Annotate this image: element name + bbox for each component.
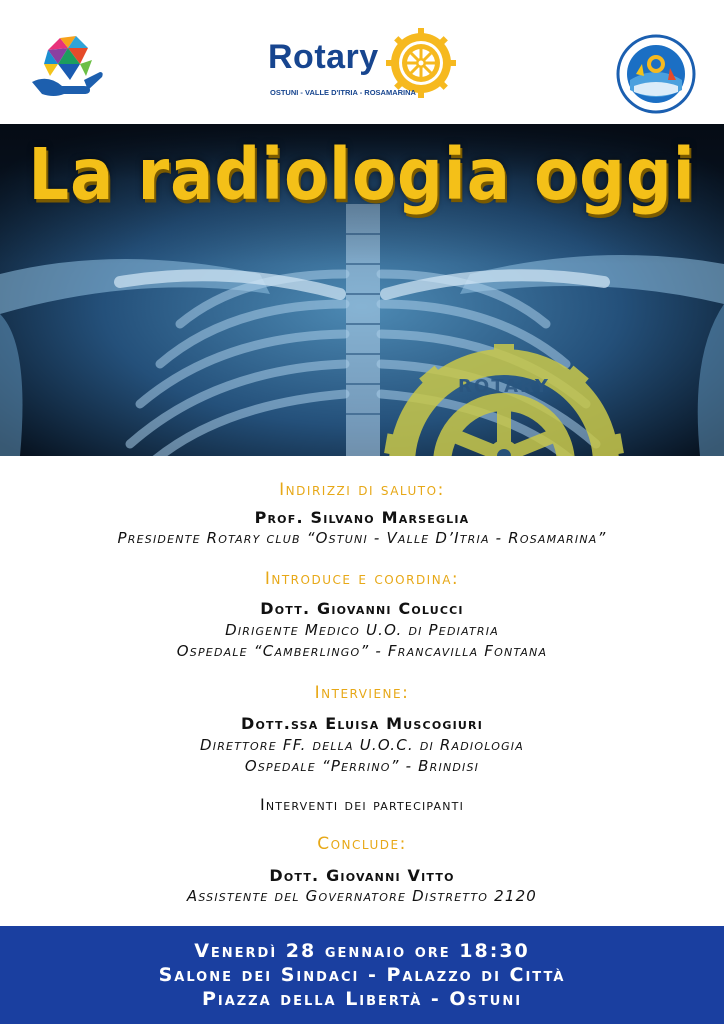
speaker-role-vitto: Assistente del Governatore Distretto 2120 bbox=[186, 887, 538, 905]
event-address: Piazza della Libertà - Ostuni bbox=[201, 988, 523, 1010]
section-heading-greetings: Indirizzi di saluto: bbox=[279, 480, 445, 500]
speaker-role-marseglia: Presidente Rotary club “Ostuni - Valle D’Itria - Rosamarina” bbox=[117, 529, 607, 547]
speaker-name-colucci: Dott. Giovanni Colucci bbox=[260, 599, 464, 618]
globe-hand-logo-icon bbox=[28, 30, 106, 108]
event-date-time: Venerdì 28 gennaio ore 18:30 bbox=[194, 940, 530, 962]
speaker-hospital-colucci: Ospedale “Camberlingo” - Francavilla Fontana bbox=[176, 642, 548, 660]
speaker-name-vitto: Dott. Giovanni Vitto bbox=[269, 866, 455, 885]
rotary-club-subtitle: OSTUNI - VALLE D'ITRIA - ROSAMARINA bbox=[270, 88, 416, 97]
event-venue: Salone dei Sindaci - Palazzo di Città bbox=[158, 964, 566, 986]
program bbox=[0, 456, 724, 926]
section-heading-concludes: Conclude: bbox=[317, 834, 407, 854]
district-governor-badge-icon bbox=[616, 34, 696, 114]
xray-banner bbox=[0, 124, 724, 456]
speaker-role-colucci: Dirigente Medico U.O. di Pediatria bbox=[225, 621, 499, 639]
section-heading-introduces: Introduce e coordina: bbox=[264, 569, 460, 589]
section-heading-speaker: Interviene: bbox=[314, 683, 410, 703]
speaker-name-marseglia: Prof. Silvano Marseglia bbox=[254, 508, 470, 527]
event-title: La radiologia oggi bbox=[28, 134, 696, 217]
svg-text:ROTARY: ROTARY bbox=[458, 376, 550, 397]
rotary-logo bbox=[262, 26, 462, 106]
header bbox=[0, 0, 724, 124]
rotary-wordmark: Rotary bbox=[268, 38, 379, 76]
speaker-name-muscogiuri: Dott.ssa Eluisa Muscogiuri bbox=[241, 714, 483, 733]
participants-interventions: Interventi dei partecipanti bbox=[259, 795, 465, 814]
speaker-hospital-muscogiuri: Ospedale “Perrino” - Brindisi bbox=[244, 757, 480, 775]
speaker-role-muscogiuri: Direttore FF. della U.O.C. di Radiologia bbox=[200, 736, 524, 754]
event-details-footer bbox=[0, 926, 724, 1024]
